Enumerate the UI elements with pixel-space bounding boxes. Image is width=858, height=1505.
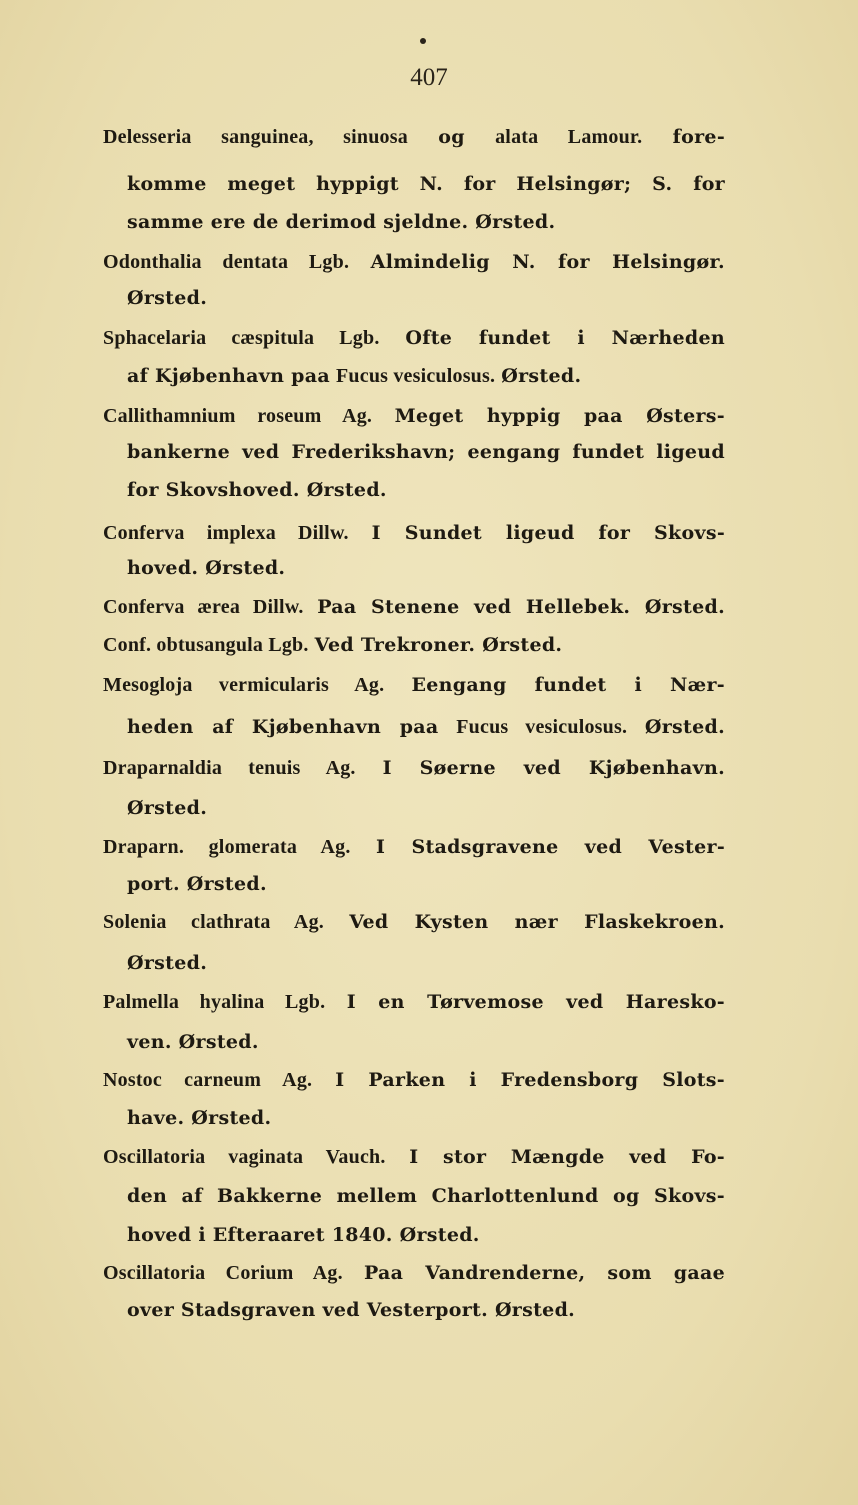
text-line (127, 440, 725, 464)
text-line (127, 1106, 725, 1130)
locality-note: Paa Stenene ved Hellebek. Ørsted. (317, 596, 725, 618)
species-name: Conferva implexa Dillw. (103, 522, 349, 544)
text-line (103, 404, 725, 428)
text-line (127, 1298, 725, 1322)
text-line (103, 125, 725, 149)
text-line (103, 633, 725, 657)
text-line (127, 951, 725, 975)
text-line (127, 478, 725, 502)
text-line (103, 1068, 725, 1092)
text-line (127, 1223, 725, 1247)
species-name: Conf. obtusangula Lgb. (103, 634, 309, 656)
locality-note: I Parken i Fredensborg Slots- (335, 1069, 725, 1091)
text-line (127, 1184, 725, 1208)
text-line (127, 872, 725, 896)
locality-note: I Stadsgravene ved Vester- (375, 836, 725, 858)
species-name: alata Lamour. (495, 126, 643, 148)
locality-note: af Kjøbenhavn paa (127, 365, 330, 387)
locality-note: port. Ørsted. (127, 873, 267, 895)
locality-note: bankerne ved Frederikshavn; eengang fundet ligeud (127, 441, 725, 463)
text-line (103, 1145, 725, 1169)
locality-note: Ørsted. (644, 716, 725, 738)
ink-speck (420, 38, 426, 44)
text-line (127, 556, 725, 580)
locality-note: Meget hyppig paa Østers- (394, 405, 725, 427)
species-name: Nostoc carneum Ag. (103, 1069, 313, 1091)
locality-note: fore- (672, 126, 725, 148)
species-name: Oscillatoria Corium Ag. (103, 1262, 343, 1284)
species-name: Conferva ærea Dillw. (103, 596, 304, 618)
locality-note: og (438, 126, 465, 148)
locality-note: I stor Mængde ved Fo- (409, 1146, 725, 1168)
text-line (103, 756, 725, 780)
text-line (127, 715, 725, 739)
species-name: Delesseria sanguinea, sinuosa (103, 126, 408, 148)
text-line (127, 210, 725, 234)
locality-note: I en Tørvemose ved Haresko- (346, 991, 725, 1013)
text-line (103, 595, 725, 619)
locality-note: Ørsted. (127, 797, 208, 819)
locality-note: over Stadsgraven ved Vesterport. Ørsted. (127, 1299, 576, 1321)
species-name: Fucus vesiculosus. (336, 365, 496, 387)
locality-note: hoved. Ørsted. (127, 557, 286, 579)
locality-note: I Sundet ligeud for Skovs- (371, 522, 725, 544)
text-line (103, 673, 725, 697)
text-line (127, 286, 725, 310)
locality-note: Almindelig N. for Helsingør. (370, 251, 725, 273)
locality-note: I Søerne ved Kjøbenhavn. (382, 757, 725, 779)
locality-note: Eengang fundet i Nær- (411, 674, 725, 696)
species-name: Fucus vesiculosus. (456, 716, 628, 738)
text-line (127, 172, 725, 196)
text-line (103, 326, 725, 350)
locality-note: ven. Ørsted. (127, 1031, 259, 1053)
species-name: Draparnaldia tenuis Ag. (103, 757, 356, 779)
text-line (103, 990, 725, 1014)
text-line (103, 835, 725, 859)
text-line (103, 910, 725, 934)
locality-note: Ørsted. (127, 287, 208, 309)
locality-note: hoved i Efteraaret 1840. Ørsted. (127, 1224, 480, 1246)
text-line (103, 521, 725, 545)
locality-note: Ved Kysten nær Flaskekroen. (349, 911, 725, 933)
text-line (127, 796, 725, 820)
text-line (127, 1030, 725, 1054)
species-name: Mesogloja vermicularis Ag. (103, 674, 385, 696)
species-name: Palmella hyalina Lgb. (103, 991, 326, 1013)
locality-note: komme meget hyppigt N. for Helsingør; S. for (127, 173, 725, 195)
species-name: Solenia clathrata Ag. (103, 911, 324, 933)
locality-note: have. Ørsted. (127, 1107, 272, 1129)
species-name: Sphacelaria cæspitula Lgb. (103, 327, 380, 349)
text-line (103, 1261, 725, 1285)
locality-note: samme ere de derimod sjeldne. Ørsted. (127, 211, 556, 233)
text-line (127, 364, 725, 388)
locality-note: den af Bakkerne mellem Charlottenlund og Skovs- (127, 1185, 725, 1207)
species-name: Draparn. glomerata Ag. (103, 836, 351, 858)
locality-note: Ørsted. (127, 952, 208, 974)
locality-note: Paa Vandrenderne, som gaae (363, 1262, 725, 1284)
locality-note: for Skovshoved. Ørsted. (127, 479, 387, 501)
species-name: Oscillatoria vaginata Vauch. (103, 1146, 386, 1168)
species-name: Callithamnium roseum Ag. (103, 405, 373, 427)
locality-note: Ørsted. (501, 365, 582, 387)
text-line (103, 250, 725, 274)
locality-note: heden af Kjøbenhavn paa (127, 716, 439, 738)
page-number: 407 (410, 64, 448, 91)
species-name: Odonthalia dentata Lgb. (103, 251, 350, 273)
locality-note: Ved Trekroner. Ørsted. (314, 634, 563, 656)
locality-note: Ofte fundet i Nærheden (405, 327, 725, 349)
